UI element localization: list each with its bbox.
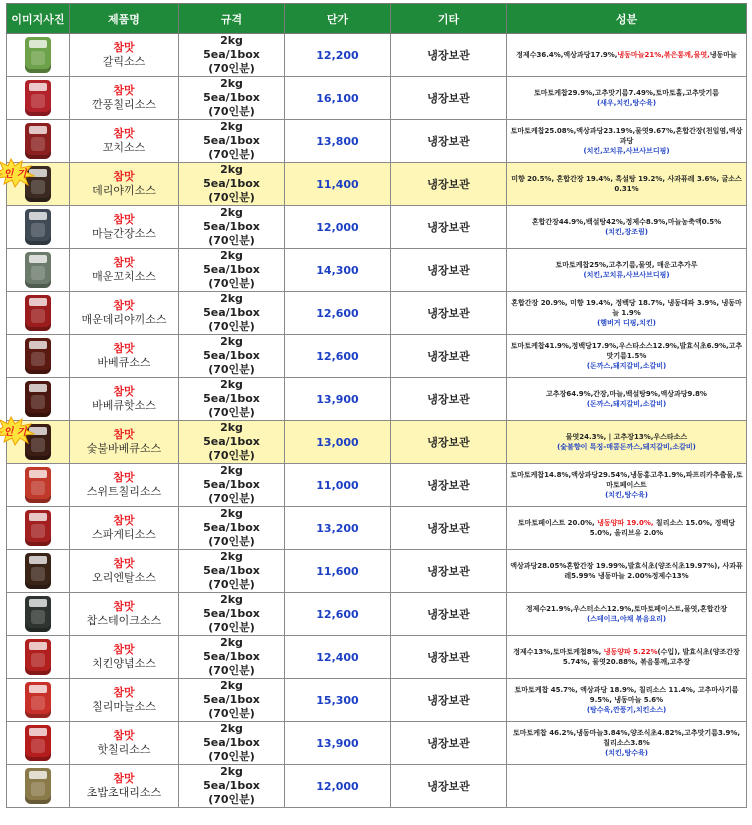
price-cell: 14,300: [285, 249, 391, 292]
ingredient-text: 정제수13%,토마토케첩8%,: [513, 648, 604, 656]
sauce-pouch-icon: [25, 639, 51, 675]
header-row: [7, 4, 747, 34]
ingredients-cell: [507, 765, 747, 808]
brand-label: 참맛: [113, 84, 135, 97]
table-row: [7, 550, 747, 593]
sauce-pouch-icon: [25, 682, 51, 718]
ingredients-cell: [507, 249, 747, 292]
price-cell: 12,600: [285, 292, 391, 335]
table-row: [7, 507, 747, 550]
product-name-cell: [70, 163, 179, 206]
brand-label: 참맛: [113, 342, 135, 355]
brand-label: 참맛: [113, 41, 135, 54]
product-name-cell: [70, 206, 179, 249]
table-row: [7, 77, 747, 120]
storage-cell: 냉장보관: [391, 636, 507, 679]
brand-label: 참맛: [113, 213, 135, 226]
product-name-cell: [70, 335, 179, 378]
table-row: [7, 421, 747, 464]
table-row: [7, 206, 747, 249]
product-image-cell: [7, 464, 70, 507]
ingredient-text: 액상과당28.05%혼합간장 19.99%,발효식초(양조식초19.97%), 사과퓨레5.99% 냉동마늘 2.00%정제수13%: [510, 562, 743, 580]
price-cell: 11,600: [285, 550, 391, 593]
ingredient-text: 토마토케찹25.08%,액상과당23.19%,물엿9.67%,혼합간장(천일염,액상과당: [510, 127, 743, 145]
product-name: 숯불바베큐소스: [86, 442, 162, 455]
sauce-pouch-icon: [25, 467, 51, 503]
storage-cell: 냉장보관: [391, 163, 507, 206]
table-row: [7, 335, 747, 378]
storage-cell: 냉장보관: [391, 464, 507, 507]
sauce-pouch-icon: [25, 381, 51, 417]
spec-cell: 2kg 5ea/1box (70인분): [179, 421, 285, 464]
brand-label: 참맛: [113, 471, 135, 484]
ingredients-cell: [507, 378, 747, 421]
ingredients-cell: [507, 722, 747, 765]
table-row: [7, 163, 747, 206]
product-name-cell: [70, 550, 179, 593]
ingredient-text: (새우,치킨,탕수육): [596, 99, 657, 107]
brand-label: 참맛: [113, 127, 135, 140]
price-cell: 13,900: [285, 722, 391, 765]
ingredient-text: 정제수21.9%,우스터소스12.9%,토마토페이스트,물엿,혼합간장: [525, 605, 728, 613]
ingredient-text: (치킨,꼬치류,사브사브디핑): [583, 271, 670, 279]
table-row: [7, 636, 747, 679]
price-cell: 12,000: [285, 765, 391, 808]
ingredients-cell: [507, 421, 747, 464]
ingredient-text: 물엿24.3%, | 고추장13%,우스타소스: [565, 433, 688, 441]
spec-cell: 2kg 5ea/1box (70인분): [179, 292, 285, 335]
product-name-cell: [70, 120, 179, 163]
brand-label: 참맛: [113, 600, 135, 613]
product-rows: [3, 34, 747, 808]
sauce-pouch-icon: [25, 596, 51, 632]
sauce-pouch-icon: [25, 295, 51, 331]
product-name: 초밥초대리소스: [86, 786, 162, 799]
ingredient-text: (치킨,꼬치류,사브사브디핑): [583, 147, 670, 155]
product-image-cell: [3, 163, 70, 206]
brand-label: 참맛: [113, 256, 135, 269]
product-name-cell: [70, 464, 179, 507]
product-name-cell: [70, 421, 179, 464]
price-cell: 11,400: [285, 163, 391, 206]
price-cell: 11,000: [285, 464, 391, 507]
sauce-pouch-icon: [25, 80, 51, 116]
product-image-cell: [7, 550, 70, 593]
storage-cell: 냉장보관: [391, 550, 507, 593]
storage-cell: 냉장보관: [391, 722, 507, 765]
price-cell: 12,200: [285, 34, 391, 77]
spec-cell: 2kg 5ea/1box (70인분): [179, 593, 285, 636]
price-cell: 13,800: [285, 120, 391, 163]
spec-cell: 2kg 5ea/1box (70인분): [179, 163, 285, 206]
header-etc: 기타: [391, 4, 507, 34]
ingredient-text: 칠리소스 15.0%, 정백당 5.0%, 올리브유 2.0%: [589, 519, 736, 537]
ingredient-text: 고추장64.9%,간장,마늘,백설탕9%,액상과당9.8%: [546, 390, 707, 398]
table-row: [7, 593, 747, 636]
product-name: 갈릭소스: [102, 55, 146, 68]
product-name: 바베큐소스: [97, 356, 151, 369]
product-image-cell: [3, 421, 70, 464]
product-name-cell: [70, 34, 179, 77]
spec-cell: 2kg 5ea/1box (70인분): [179, 206, 285, 249]
brand-label: 참맛: [113, 428, 135, 441]
brand-label: 참맛: [113, 729, 135, 742]
table-row: [7, 249, 747, 292]
ingredient-text: 토마토케찹41.9%,정백당17.9%,우스타소스12.9%,발효식초6.9%,고추맛기름1.5%: [510, 342, 743, 360]
product-image-cell: [7, 249, 70, 292]
sauce-pouch-icon: [25, 768, 51, 804]
spec-cell: 2kg 5ea/1box (70인분): [179, 77, 285, 120]
product-name-cell: [70, 507, 179, 550]
spec-cell: 2kg 5ea/1box (70인분): [179, 34, 285, 77]
product-name: 스위트칠리소스: [86, 485, 162, 498]
header-image: 이미지사진: [7, 4, 70, 34]
ingredient-text: 토마토케찹 46.2%,냉동마늘3.84%,양조식초4.82%,고추맛기름3.9%,칠리소스3.8%: [512, 729, 741, 747]
product-name: 칠리마늘소스: [92, 700, 156, 713]
popular-badge-label: 인 기: [3, 169, 27, 180]
product-name: 스파게티소스: [92, 528, 156, 541]
table-row: [7, 34, 747, 77]
ingredient-text: 냉동마늘21%,볶은통깨,물엿,: [617, 51, 710, 59]
ingredient-text: (숯불향이 특징-매콤돈까스,돼지갈비,소갈비): [557, 443, 696, 451]
brand-label: 참맛: [113, 686, 135, 699]
product-name-cell: [70, 249, 179, 292]
product-image-cell: [7, 292, 70, 335]
product-image-cell: [7, 679, 70, 722]
sauce-pouch-icon: [25, 209, 51, 245]
product-image-cell: [7, 507, 70, 550]
ingredient-text: 냉동마늘: [709, 51, 737, 59]
table-row: [7, 464, 747, 507]
sauce-pouch-icon: [25, 510, 51, 546]
ingredients-cell: [507, 679, 747, 722]
ingredients-cell: [507, 206, 747, 249]
ingredients-cell: [507, 77, 747, 120]
product-image-cell: [7, 206, 70, 249]
spec-cell: 2kg 5ea/1box (70인분): [179, 765, 285, 808]
product-name: 마늘간장소스: [92, 227, 156, 240]
product-image-cell: [7, 765, 70, 808]
product-name-cell: [70, 679, 179, 722]
product-name-cell: [70, 636, 179, 679]
storage-cell: 냉장보관: [391, 120, 507, 163]
brand-label: 참맛: [113, 557, 135, 570]
ingredient-text: 냉동양파 19.0%,: [597, 519, 654, 527]
ingredient-text: (치킨,탕수육): [605, 491, 648, 499]
product-image-cell: [7, 120, 70, 163]
storage-cell: 냉장보관: [391, 77, 507, 120]
ingredients-cell: [507, 550, 747, 593]
spec-cell: 2kg 5ea/1box (70인분): [179, 507, 285, 550]
ingredient-text: 냉동양파 5.22%: [603, 648, 658, 656]
spec-cell: 2kg 5ea/1box (70인분): [179, 378, 285, 421]
header-spec: 규격: [179, 4, 285, 34]
ingredient-text: 토마토케찹 45.7%, 액상과당 18.9%, 칠리소스 11.4%, 고추마사기름 9.5%, 냉동마늘 5.6%: [514, 686, 739, 704]
ingredient-text: 정제수36.4%,액상과당17.9%,: [516, 51, 618, 59]
storage-cell: 냉장보관: [391, 421, 507, 464]
product-name-cell: [70, 378, 179, 421]
sauce-pouch-icon: [25, 37, 51, 73]
ingredient-text: 토마토케찹25%,고추기름,물엿, 매운고추가루: [555, 261, 698, 269]
product-image-cell: [7, 77, 70, 120]
price-cell: 13,200: [285, 507, 391, 550]
spec-cell: 2kg 5ea/1box (70인분): [179, 249, 285, 292]
brand-label: 참맛: [113, 514, 135, 527]
ingredient-text: (스테이크,야채 볶음요리): [586, 615, 667, 623]
ingredients-cell: [507, 464, 747, 507]
ingredients-cell: [507, 636, 747, 679]
product-image-cell: [7, 34, 70, 77]
storage-cell: 냉장보관: [391, 679, 507, 722]
ingredient-text: (돈까스,돼지갈비,소갈비): [586, 362, 667, 370]
ingredient-text: 혼합간장 20.9%, 미향 19.4%, 정백당 18.7%, 냉동대파 3.9%, 냉동마늘 1.9%: [511, 299, 742, 317]
table-row: [7, 765, 747, 808]
table-row: [7, 120, 747, 163]
price-cell: 12,600: [285, 593, 391, 636]
ingredient-text: 미향 20.5%, 혼합간장 19.4%, 흑설탕 19.2%, 사과퓨레 3.6%, 굴소스 0.31%: [511, 175, 742, 193]
product-name-cell: [70, 593, 179, 636]
ingredients-cell: [507, 120, 747, 163]
product-name: 깐풍칠리소스: [92, 98, 156, 111]
product-image-cell: [7, 378, 70, 421]
price-cell: 13,900: [285, 378, 391, 421]
ingredient-text: 토마토페이스트 20.0%,: [517, 519, 598, 527]
brand-label: 참맛: [113, 643, 135, 656]
ingredient-text: (햄버거 디핑,치킨): [597, 319, 656, 327]
spec-cell: 2kg 5ea/1box (70인분): [179, 120, 285, 163]
product-name-cell: [70, 77, 179, 120]
popular-badge: [0, 417, 35, 445]
price-cell: 16,100: [285, 77, 391, 120]
ingredient-text: (치킨,탕수육): [605, 749, 648, 757]
product-name: 꼬치소스: [102, 141, 146, 154]
product-name-cell: [70, 292, 179, 335]
ingredient-text: 토마토케찹29.9%,고추맛기름7.49%,토마토홀,고추맛기름: [533, 89, 720, 97]
product-image-cell: [7, 636, 70, 679]
product-name: 치킨양념소스: [92, 657, 156, 670]
brand-label: 참맛: [113, 170, 135, 183]
price-cell: 12,600: [285, 335, 391, 378]
product-name: 핫칠리소스: [97, 743, 151, 756]
product-name: 매운꼬치소스: [92, 270, 156, 283]
ingredients-cell: [507, 163, 747, 206]
sauce-pouch-icon: [25, 338, 51, 374]
brand-label: 참맛: [113, 385, 135, 398]
spec-cell: 2kg 5ea/1box (70인분): [179, 679, 285, 722]
ingredient-text: 혼합간장44.9%,백설탕42%,정제수8.9%,마늘농축액0.5%: [531, 218, 722, 226]
price-cell: 12,000: [285, 206, 391, 249]
storage-cell: 냉장보관: [391, 249, 507, 292]
brand-label: 참맛: [113, 299, 135, 312]
sauce-pouch-icon: [25, 123, 51, 159]
ingredient-text: (수입), 발효식초(양조간장5.74%, 물엿20.88%, 볶음통깨,고추장: [562, 648, 740, 666]
storage-cell: 냉장보관: [391, 593, 507, 636]
sauce-pouch-icon: [25, 553, 51, 589]
storage-cell: 냉장보관: [391, 34, 507, 77]
product-name-cell: [70, 722, 179, 765]
product-image-cell: [7, 593, 70, 636]
table-row: [7, 722, 747, 765]
table-row: [7, 378, 747, 421]
ingredients-cell: [507, 34, 747, 77]
ingredients-cell: [507, 593, 747, 636]
header-product-name: 제품명: [70, 4, 179, 34]
storage-cell: 냉장보관: [391, 292, 507, 335]
product-image-cell: [7, 335, 70, 378]
header-ingredients: 성분: [507, 4, 747, 34]
price-cell: 15,300: [285, 679, 391, 722]
spec-cell: 2kg 5ea/1box (70인분): [179, 636, 285, 679]
ingredients-cell: [507, 507, 747, 550]
spec-cell: 2kg 5ea/1box (70인분): [179, 722, 285, 765]
popular-badge: [0, 159, 35, 187]
popular-badge-label: 인 기: [3, 427, 27, 438]
table-row: [7, 292, 747, 335]
storage-cell: 냉장보관: [391, 206, 507, 249]
sauce-pouch-icon: [25, 725, 51, 761]
table-row: [7, 679, 747, 722]
price-cell: 12,400: [285, 636, 391, 679]
product-name: 데리야끼소스: [92, 184, 156, 197]
price-cell: 13,000: [285, 421, 391, 464]
sauce-pouch-icon: [25, 252, 51, 288]
storage-cell: 냉장보관: [391, 765, 507, 808]
header-price: 단가: [285, 4, 391, 34]
product-name-cell: [70, 765, 179, 808]
spec-cell: 2kg 5ea/1box (70인분): [179, 464, 285, 507]
storage-cell: 냉장보관: [391, 335, 507, 378]
storage-cell: 냉장보관: [391, 507, 507, 550]
product-image-cell: [7, 722, 70, 765]
product-name: 바베큐핫소스: [92, 399, 156, 412]
ingredient-text: (치킨,장조림): [605, 228, 648, 236]
product-table: [3, 3, 747, 808]
ingredient-text: 토마토케찹14.8%,액상과당29.54%,냉동홍고추1.9%,파프리카추출물,토마토페이스트: [510, 471, 743, 489]
ingredients-cell: [507, 335, 747, 378]
product-name: 매운데리야끼소스: [81, 313, 167, 326]
spec-cell: 2kg 5ea/1box (70인분): [179, 550, 285, 593]
product-name: 찹스테이크소스: [86, 614, 162, 627]
brand-label: 참맛: [113, 772, 135, 785]
product-name: 오리엔탈소스: [92, 571, 156, 584]
storage-cell: 냉장보관: [391, 378, 507, 421]
spec-cell: 2kg 5ea/1box (70인분): [179, 335, 285, 378]
ingredients-cell: [507, 292, 747, 335]
ingredient-text: (돈까스,돼지갈비,소갈비): [586, 400, 667, 408]
ingredient-text: (탕수육,깐풍기,치킨소스): [586, 706, 667, 714]
